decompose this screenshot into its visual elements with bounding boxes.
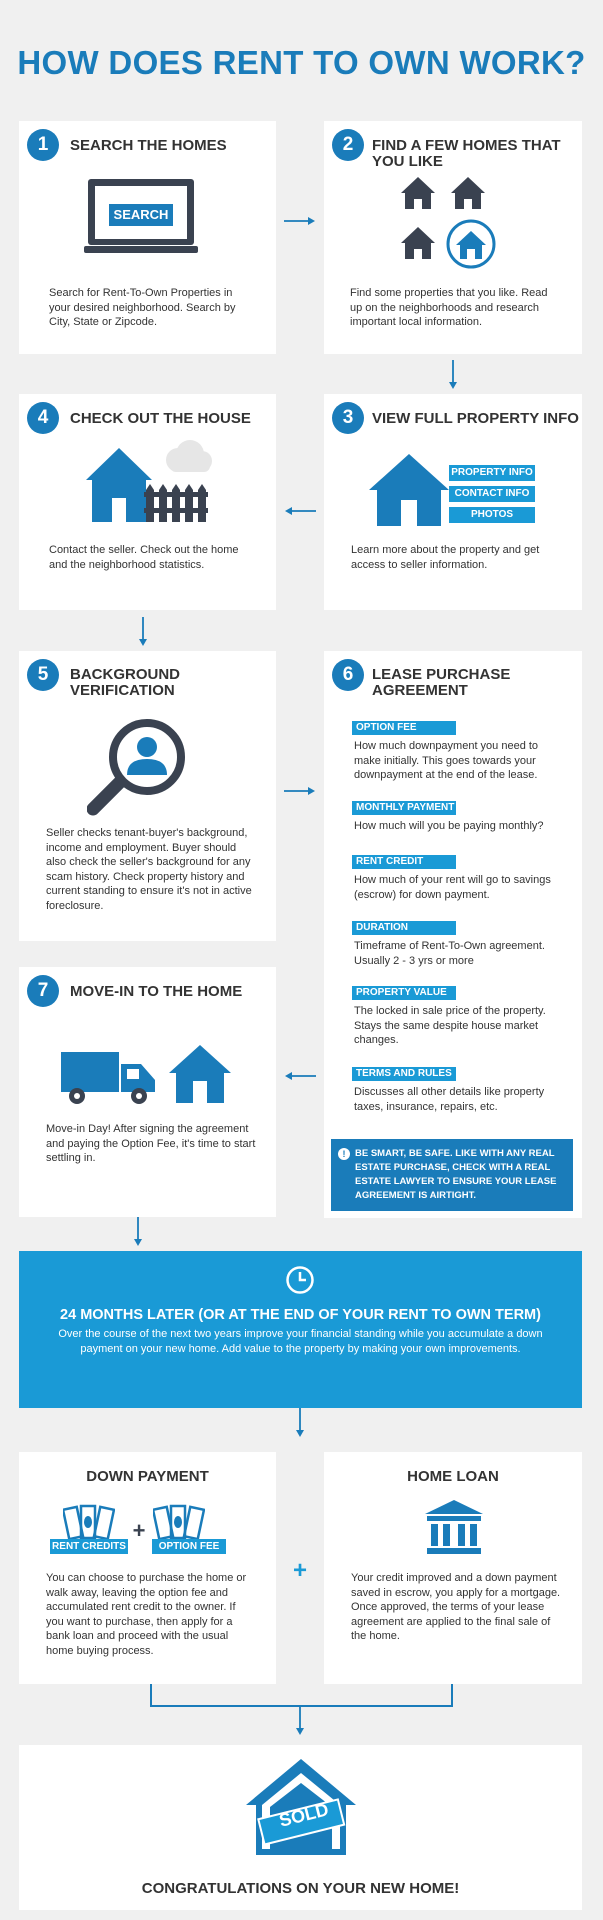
home-loan-card xyxy=(324,1452,582,1684)
step-description: Seller checks tenant-buyer's background, income and employment. Buyer should also check the seller's background for any scam history. Check property history and current standing to ensure it's not in active foreclosure. xyxy=(46,827,252,912)
arrow-down-icon xyxy=(138,617,148,647)
step-description: Contact the seller. Check out the home and the neighborhood statistics. xyxy=(49,544,239,571)
option-fee-tag: OPTION FEE xyxy=(152,1539,226,1554)
step-number: 5 xyxy=(27,659,59,691)
property-info-tag: PROPERTY INFO xyxy=(449,465,535,481)
step-heading: CHECK OUT THE HOUSE xyxy=(70,410,251,427)
contact-info-tag: CONTACT INFO xyxy=(449,486,535,502)
arrow-down-icon xyxy=(448,360,458,390)
step-description: Learn more about the property and get access to seller information. xyxy=(351,544,540,571)
plus-sign: + xyxy=(132,1518,146,1543)
cash-icon xyxy=(63,1502,115,1542)
step-heading-line-1: BACKGROUND xyxy=(70,666,180,683)
connector-line xyxy=(451,1684,453,1706)
house-icon xyxy=(369,454,449,526)
home-loan-text: Your credit improved and a down payment saved in escrow, you apply for a mortgage. Once approved, the terms of your lease agreement are applied to the final sale of the home. xyxy=(351,1572,561,1642)
down-payment-heading: DOWN PAYMENT xyxy=(86,1468,209,1485)
rent-credit-text: How much of your rent will go to savings (escrow) for down payment. xyxy=(354,874,551,901)
congratulations-text: CONGRATULATIONS ON YOUR NEW HOME! xyxy=(141,1880,460,1897)
option-fee-label: OPTION FEE xyxy=(352,721,456,735)
option-fee-text: How much downpayment you need to make initially. This goes towards your downpayment at the end of the lease. xyxy=(354,740,539,781)
monthly-payment-text: How much will you be paying monthly? xyxy=(354,820,544,832)
step-number: 1 xyxy=(27,129,59,161)
step-7-card xyxy=(19,967,276,1217)
step-description: Find some properties that you like. Read up on the neighborhoods and research important local information. xyxy=(350,287,548,328)
later-text: Over the course of the next two years improve your financial standing while you accumulate a down payment on your new home. Add value to the property by making your own improvements. xyxy=(58,1328,543,1355)
photos-tag: PHOTOS xyxy=(449,507,535,523)
page-title: HOW DOES RENT TO OWN WORK? xyxy=(17,44,586,81)
house-icon xyxy=(169,1045,231,1103)
step-number: 2 xyxy=(332,129,364,161)
duration-text: Timeframe of Rent-To-Own agreement. Usually 2 - 3 yrs or more xyxy=(354,940,545,967)
step-number: 7 xyxy=(27,975,59,1007)
bank-icon xyxy=(425,1500,483,1556)
step-heading: SEARCH THE HOMES xyxy=(70,137,227,154)
magnifier-person-icon xyxy=(87,713,191,817)
step-number: 4 xyxy=(27,402,59,434)
monthly-payment-label: MONTHLY PAYMENT xyxy=(352,801,456,815)
property-value-label: PROPERTY VALUE xyxy=(352,986,456,1000)
arrow-left-icon xyxy=(284,1071,316,1081)
rent-credit-label: RENT CREDIT xyxy=(352,855,456,869)
plus-sign: + xyxy=(292,1557,307,1584)
step-heading-line-1: FIND A FEW HOMES THAT xyxy=(372,137,561,154)
arrow-left-icon xyxy=(284,506,316,516)
property-value-text: The locked in sale price of the property. Stays the same despite house market changes. xyxy=(354,1005,546,1046)
step-heading-line-2: AGREEMENT xyxy=(372,682,468,699)
cash-icon xyxy=(153,1502,205,1542)
step-number: 6 xyxy=(332,659,364,691)
step-4-card xyxy=(19,394,276,610)
lawyer-note-text: BE SMART, BE SAFE. LIKE WITH ANY REAL ESTATE PURCHASE, CHECK WITH A REAL ESTATE LAWYER TO ENSURE YOUR LEASE AGREEMENT IS AIRTIGHT. xyxy=(355,1148,557,1201)
search-button: SEARCH xyxy=(109,204,173,226)
step-heading-line-2: YOU LIKE xyxy=(372,153,443,170)
houses-icon xyxy=(399,175,509,269)
lawyer-note-box xyxy=(331,1139,573,1211)
step-heading-line-1: LEASE PURCHASE xyxy=(372,666,511,683)
sold-sign-text: SOLD xyxy=(277,1799,331,1831)
home-loan-heading: HOME LOAN xyxy=(407,1468,499,1485)
step-heading-line-2: VERIFICATION xyxy=(70,682,175,699)
down-payment-text: You can choose to purchase the home or walk away, leaving the option fee and accumulated rent credit to the owner. If you want to purchase, then apply for a bank loan and proceed with the usual home buying process. xyxy=(46,1572,247,1657)
truck-icon xyxy=(61,1048,157,1108)
step-5-card xyxy=(19,651,276,941)
step-3-card xyxy=(324,394,582,610)
connector-line xyxy=(150,1684,152,1706)
step-1-card xyxy=(19,121,276,354)
arrow-down-icon xyxy=(133,1217,143,1247)
congratulations-card xyxy=(19,1745,582,1910)
arrow-right-icon xyxy=(284,786,316,796)
time-later-banner xyxy=(19,1251,582,1408)
arrow-right-icon xyxy=(284,216,316,226)
terms-and-rules-text: Discusses all other details like property taxes, insurance, repairs, etc. xyxy=(354,1086,545,1113)
step-6-card xyxy=(324,651,582,1218)
terms-and-rules-label: TERMS AND RULES xyxy=(352,1067,456,1081)
later-heading: 24 MONTHS LATER (OR AT THE END OF YOUR RENT TO OWN TERM) xyxy=(60,1307,541,1323)
step-heading: MOVE-IN TO THE HOME xyxy=(70,983,243,1000)
step-2-card xyxy=(324,121,582,354)
rent-credits-label: RENT CREDITS xyxy=(50,1539,128,1554)
duration-label: DURATION xyxy=(352,921,456,935)
step-description: Search for Rent-To-Own Properties in your desired neighborhood. Search by City, State or Zipcode. xyxy=(49,287,236,328)
step-heading: VIEW FULL PROPERTY INFO xyxy=(372,410,579,427)
step-number: 3 xyxy=(332,402,364,434)
info-icon: ! xyxy=(338,1148,350,1160)
step-description: Move-in Day! After signing the agreement and paying the Option Fee, it's time to start settling in. xyxy=(46,1123,256,1164)
clock-icon xyxy=(285,1265,315,1295)
arrow-down-icon xyxy=(295,1706,305,1736)
down-payment-card xyxy=(19,1452,276,1684)
house-fence-icon xyxy=(86,438,214,524)
arrow-down-icon xyxy=(295,1408,305,1438)
